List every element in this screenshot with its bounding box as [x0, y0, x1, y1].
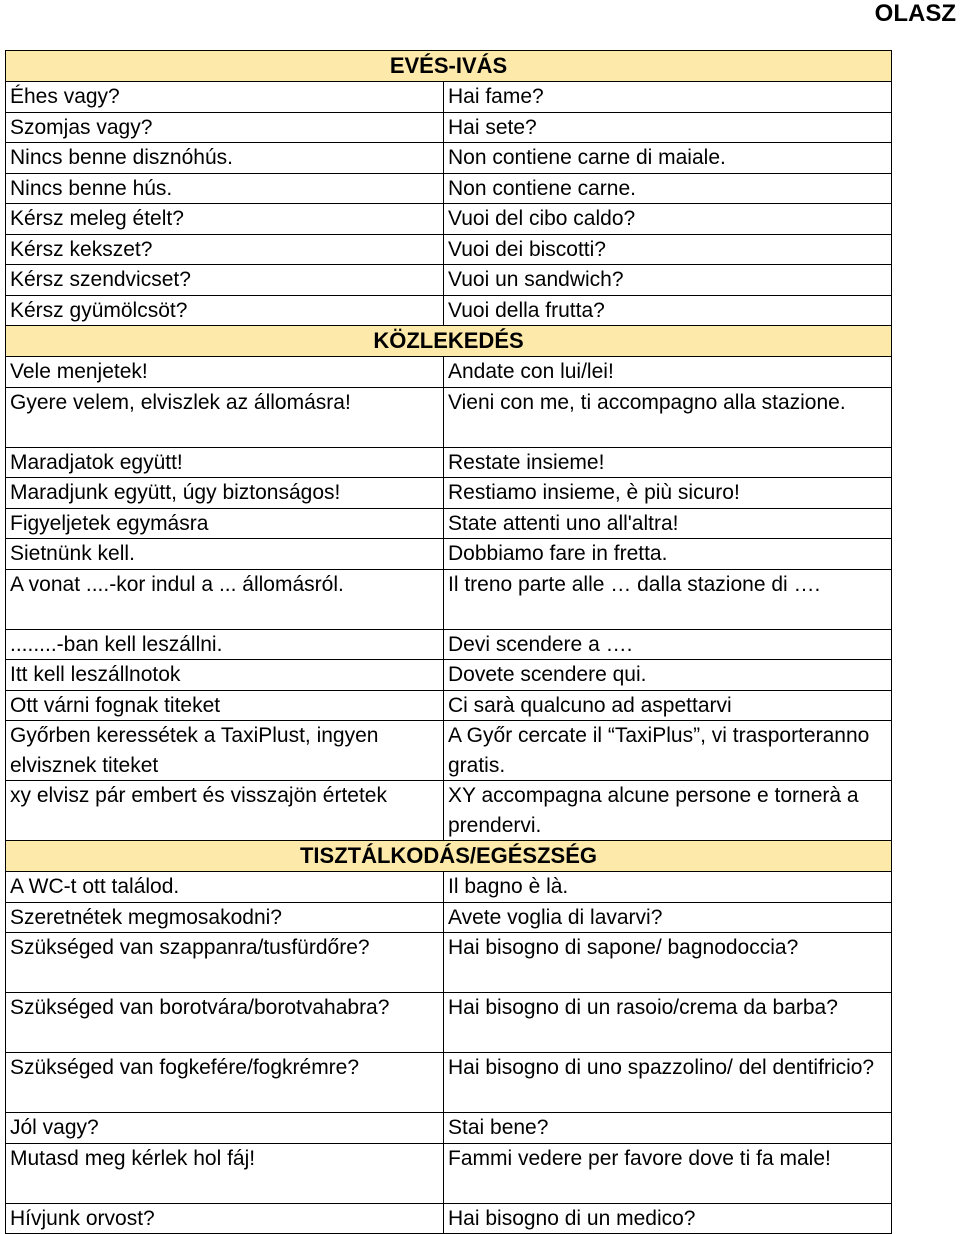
table-row	[6, 539, 892, 570]
italian-phrase: Hai bisogno di un medico?	[444, 1203, 892, 1234]
table-row	[6, 569, 892, 629]
hungarian-phrase: Jól vagy?	[6, 1113, 444, 1144]
hungarian-phrase: Szükséged van fogkefére/fogkrémre?	[6, 1053, 444, 1113]
hungarian-phrase: Gyere velem, elviszlek az állomásra!	[6, 387, 444, 447]
italian-phrase: Hai sete?	[444, 112, 892, 143]
italian-phrase: Restiamo insieme, è più sicuro!	[444, 478, 892, 509]
table-row	[6, 112, 892, 143]
italian-phrase: Il bagno è là.	[444, 872, 892, 903]
section-title-hygiene-health: TISZTÁLKODÁS/EGÉSZSÉG	[6, 841, 892, 872]
section-header-row	[6, 326, 892, 357]
italian-phrase: Vuoi dei biscotti?	[444, 234, 892, 265]
table-row	[6, 82, 892, 113]
hungarian-phrase: ........-ban kell leszállni.	[6, 629, 444, 660]
italian-phrase: Vuoi della frutta?	[444, 295, 892, 326]
table-row	[6, 781, 892, 841]
table-row	[6, 902, 892, 933]
table-row	[6, 629, 892, 660]
italian-phrase: Non contiene carne di maiale.	[444, 143, 892, 174]
hungarian-phrase: Nincs benne disznóhús.	[6, 143, 444, 174]
italian-phrase: Dobbiamo fare in fretta.	[444, 539, 892, 570]
hungarian-phrase: Hívjunk orvost?	[6, 1203, 444, 1234]
italian-phrase: Vuoi un sandwich?	[444, 265, 892, 296]
hungarian-phrase: Maradjunk együtt, úgy biztonságos!	[6, 478, 444, 509]
table-row	[6, 993, 892, 1053]
table-row	[6, 872, 892, 903]
table-row	[6, 721, 892, 781]
table-row	[6, 508, 892, 539]
section-title-eating: EVÉS-IVÁS	[6, 51, 892, 82]
italian-phrase: Non contiene carne.	[444, 173, 892, 204]
italian-phrase: Hai bisogno di uno spazzolino/ del dentifricio?	[444, 1053, 892, 1113]
italian-phrase: Hai bisogno di un rasoio/crema da barba?	[444, 993, 892, 1053]
hungarian-phrase: Itt kell leszállnotok	[6, 660, 444, 691]
hungarian-phrase: Vele menjetek!	[6, 357, 444, 388]
hungarian-phrase: Szeretnétek megmosakodni?	[6, 902, 444, 933]
italian-phrase: Vieni con me, ti accompagno alla stazione.	[444, 387, 892, 447]
hungarian-phrase: A vonat ....-kor indul a ... állomásról.	[6, 569, 444, 629]
hungarian-phrase: xy elvisz pár embert és visszajön értetek	[6, 781, 444, 841]
italian-phrase: Devi scendere a ….	[444, 629, 892, 660]
table-row	[6, 1113, 892, 1144]
table-row	[6, 447, 892, 478]
phrase-table	[5, 50, 892, 1234]
table-row	[6, 357, 892, 388]
italian-phrase: XY accompagna alcune persone e tornerà a prendervi.	[444, 781, 892, 841]
italian-phrase: Il treno parte alle … dalla stazione di ….	[444, 569, 892, 629]
hungarian-phrase: Kérsz szendvicset?	[6, 265, 444, 296]
table-row	[6, 690, 892, 721]
italian-phrase: Andate con lui/lei!	[444, 357, 892, 388]
italian-phrase: Restate insieme!	[444, 447, 892, 478]
italian-phrase: Fammi vedere per favore dove ti fa male!	[444, 1143, 892, 1203]
language-label: OLASZ	[874, 0, 956, 27]
hungarian-phrase: Szomjas vagy?	[6, 112, 444, 143]
italian-phrase: A Győr cercate il “TaxiPlus”, vi trasporteranno gratis.	[444, 721, 892, 781]
table-row	[6, 295, 892, 326]
italian-phrase: Vuoi del cibo caldo?	[444, 204, 892, 235]
table-row	[6, 1203, 892, 1234]
table-row	[6, 1143, 892, 1203]
table-row	[6, 660, 892, 691]
italian-phrase: Stai bene?	[444, 1113, 892, 1144]
hungarian-phrase: Kérsz meleg ételt?	[6, 204, 444, 235]
hungarian-phrase: Szükséged van szappanra/tusfürdőre?	[6, 933, 444, 993]
hungarian-phrase: Éhes vagy?	[6, 82, 444, 113]
italian-phrase: Ci sarà qualcuno ad aspettarvi	[444, 690, 892, 721]
italian-phrase: State attenti uno all'altra!	[444, 508, 892, 539]
table-row	[6, 265, 892, 296]
hungarian-phrase: Mutasd meg kérlek hol fáj!	[6, 1143, 444, 1203]
hungarian-phrase: Figyeljetek egymásra	[6, 508, 444, 539]
table-row	[6, 478, 892, 509]
hungarian-phrase: Maradjatok együtt!	[6, 447, 444, 478]
hungarian-phrase: A WC-t ott találod.	[6, 872, 444, 903]
hungarian-phrase: Győrben keressétek a TaxiPlust, ingyen elvisznek titeket	[6, 721, 444, 781]
italian-phrase: Hai bisogno di sapone/ bagnodoccia?	[444, 933, 892, 993]
italian-phrase: Avete voglia di lavarvi?	[444, 902, 892, 933]
section-header-row	[6, 51, 892, 82]
table-row	[6, 173, 892, 204]
italian-phrase: Dovete scendere qui.	[444, 660, 892, 691]
table-row	[6, 143, 892, 174]
hungarian-phrase: Nincs benne hús.	[6, 173, 444, 204]
section-header-row	[6, 841, 892, 872]
table-row	[6, 204, 892, 235]
hungarian-phrase: Kérsz gyümölcsöt?	[6, 295, 444, 326]
table-row	[6, 387, 892, 447]
hungarian-phrase: Sietnünk kell.	[6, 539, 444, 570]
hungarian-phrase: Ott várni fognak titeket	[6, 690, 444, 721]
italian-phrase: Hai fame?	[444, 82, 892, 113]
hungarian-phrase: Kérsz kekszet?	[6, 234, 444, 265]
section-title-transport: KÖZLEKEDÉS	[6, 326, 892, 357]
hungarian-phrase: Szükséged van borotvára/borotvahabra?	[6, 993, 444, 1053]
table-row	[6, 1053, 892, 1113]
table-row	[6, 933, 892, 993]
table-row	[6, 234, 892, 265]
